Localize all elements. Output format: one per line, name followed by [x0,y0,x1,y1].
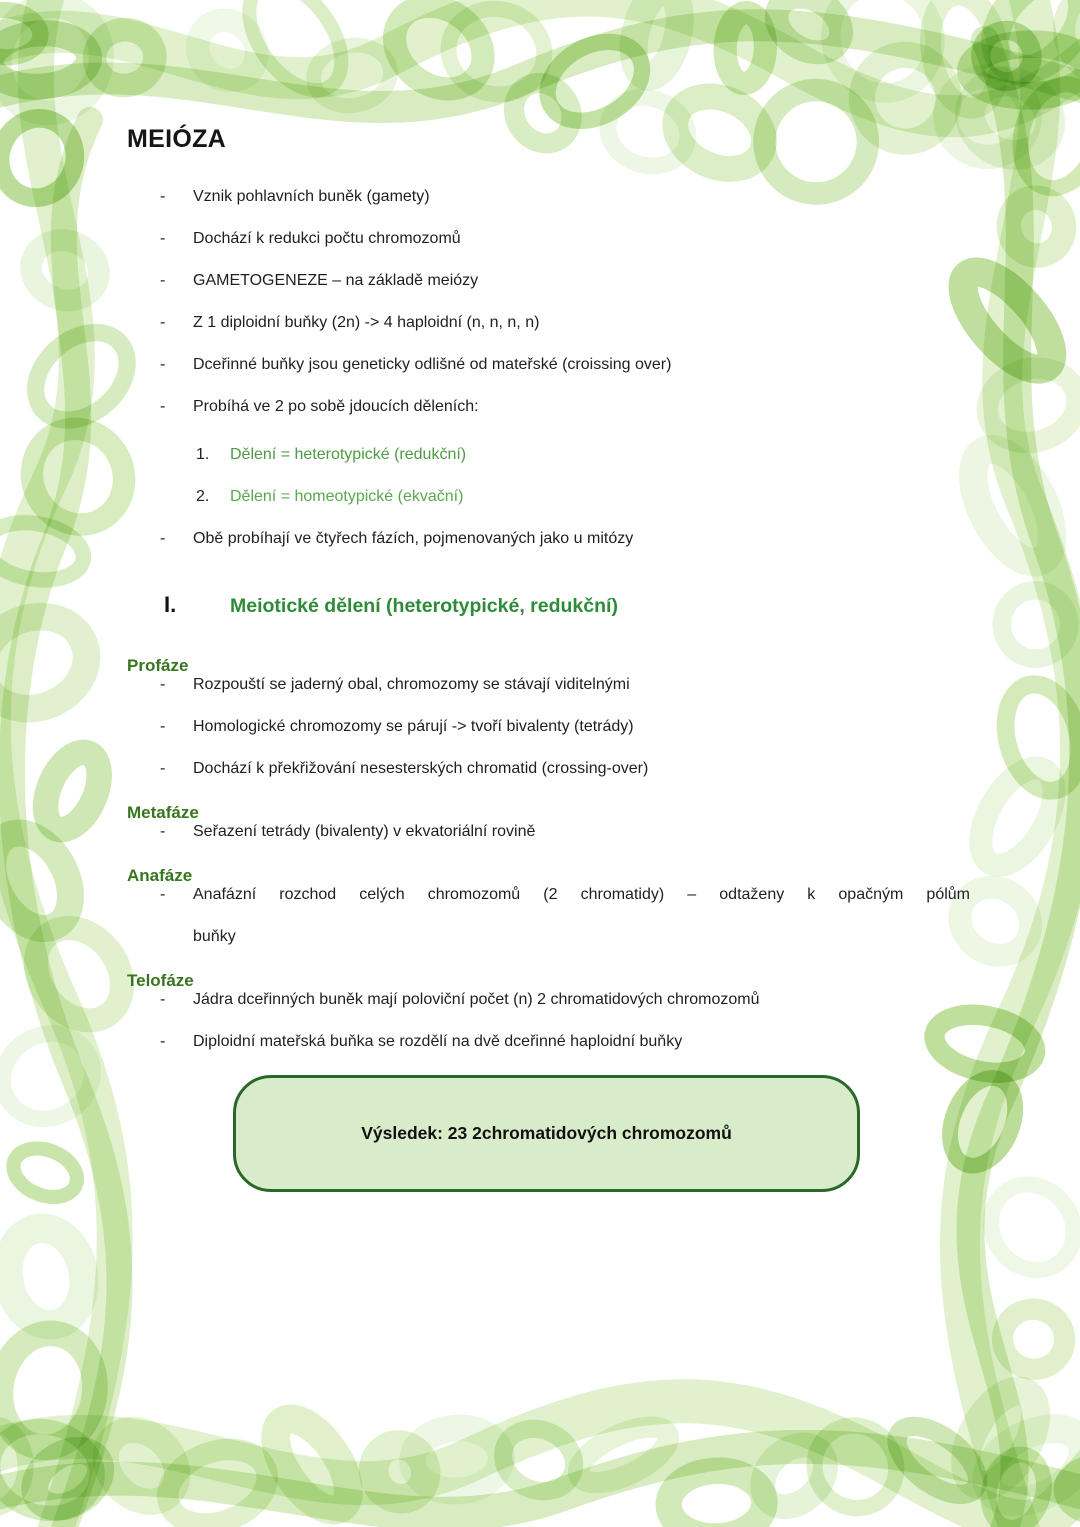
item-text: Dělení = homeotypické (ekvační) [230,488,464,505]
phase-heading: Telofáze [127,971,194,990]
phase-anafaze [127,865,987,946]
page-title: MEIÓZA [127,125,227,153]
result-box-label: Výsledek: 23 2chromatidových chromozomů [361,1123,732,1143]
section-heading [127,592,987,619]
bullet-item: - Z 1 diploidní buňky (2n) -> 4 haploidní (n, n, n, n) [127,314,987,332]
division-numbered-list [127,446,987,506]
phase-telofaze [127,970,987,1051]
bullet-item: - Seřazení tetrády (bivalenty) v ekvatoriální rovině [127,823,987,841]
section-numeral: I. [164,592,177,617]
phase-heading: Profáze [127,656,189,675]
item-number: 1. [196,446,210,463]
result-box [233,1075,860,1192]
bullet-item: - Dochází k překřižování nesesterských chromatid (crossing-over) [127,760,987,778]
bullet-item: - Probíhá ve 2 po sobě jdoucích děleních: [127,398,987,416]
bullet-item: - Jádra dceřinných buněk mají poloviční počet (n) 2 chromatidových chromozomů [127,991,987,1009]
bullet-item: - Obě probíhají ve čtyřech fázích, pojmenovaných jako u mitózy [127,530,987,548]
bullet-item: - Homologické chromozomy se párují -> tvoří bivalenty (tetrády) [127,718,987,736]
numbered-item [127,488,987,506]
wrapped-bullet-line: buňky [193,928,236,945]
bullet-item: - Dceřinné buňky jsou geneticky odlišné od mateřské (croissing over) [127,356,987,374]
phase-bullet-list [127,886,987,946]
phase-bullet-list [127,676,987,778]
closing-bullet-list [127,530,987,548]
phase-bullet-list [127,991,987,1051]
document-content [127,125,987,1192]
phase-heading: Anafáze [127,866,193,885]
item-text: Dělení = heterotypické (redukční) [230,446,467,463]
bullet-item: - Dochází k redukci počtu chromozomů [127,230,987,248]
phase-metafaze [127,802,987,841]
bullet-item: - Rozpouští se jaderný obal, chromozomy se stávají viditelnými [127,676,987,694]
bullet-item: - Vznik pohlavních buněk (gamety) [127,188,987,206]
numbered-item [127,446,987,464]
phase-heading: Metafáze [127,803,199,822]
item-number: 2. [196,488,210,505]
phase-profaze [127,655,987,778]
phase-bullet-list [127,823,987,841]
justified-bullet-line: - Anafázní rozchod celých chromozomů (2 chromatidy) – odtaženy k opačným pólům [193,886,970,903]
bullet-item: - Diploidní mateřská buňka se rozdělí na dvě dceřinné haploidní buňky [127,1033,987,1051]
section-title: Meiotické dělení (heterotypické, redukční) [230,595,618,617]
intro-bullet-list [127,188,987,416]
bullet-item [127,886,987,946]
bullet-item: - GAMETOGENEZE – na základě meiózy [127,272,987,290]
